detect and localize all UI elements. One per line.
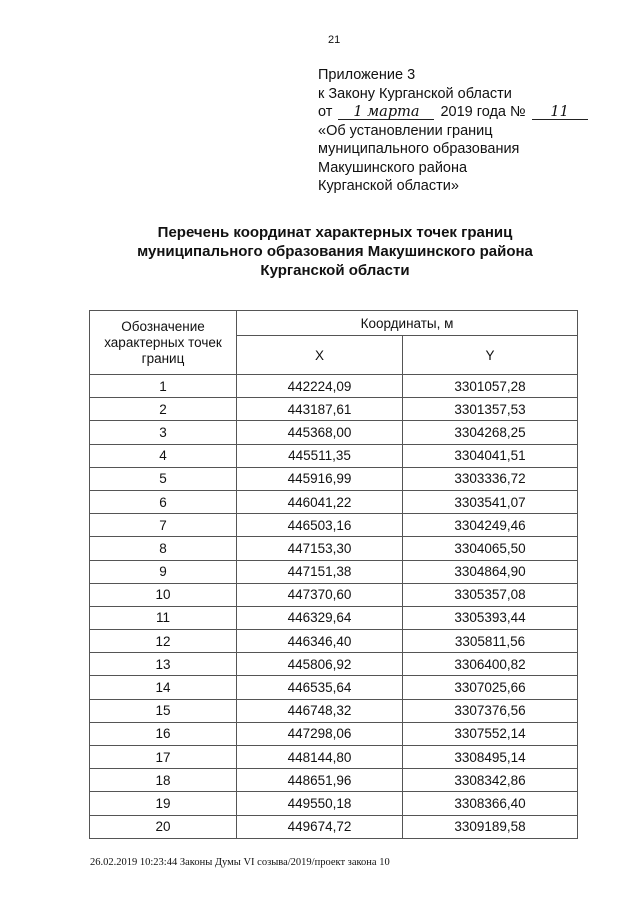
cell-y: 3308342,86	[403, 769, 578, 792]
table-row	[90, 653, 578, 676]
cell-point-id: 20	[90, 815, 237, 838]
cell-x: 445511,35	[237, 444, 403, 467]
cell-point-id: 9	[90, 560, 237, 583]
document-title	[60, 223, 610, 280]
cell-y: 3305811,56	[403, 630, 578, 653]
appendix-line-5: муниципального образования	[318, 141, 520, 157]
cell-x: 449550,18	[237, 792, 403, 815]
table-row	[90, 746, 578, 769]
cell-y: 3305357,08	[403, 583, 578, 606]
appendix-date-line	[318, 103, 618, 122]
table-body	[90, 375, 578, 839]
cell-y: 3304065,50	[403, 537, 578, 560]
cell-point-id: 13	[90, 653, 237, 676]
table-row	[90, 815, 578, 838]
table-row	[90, 606, 578, 629]
appendix-from-prefix: от	[318, 104, 333, 120]
cell-x: 445806,92	[237, 653, 403, 676]
cell-y: 3307025,66	[403, 676, 578, 699]
cell-x: 448651,96	[237, 769, 403, 792]
cell-point-id: 3	[90, 421, 237, 444]
cell-point-id: 8	[90, 537, 237, 560]
cell-point-id: 15	[90, 699, 237, 722]
table-row	[90, 421, 578, 444]
cell-x: 446041,22	[237, 490, 403, 513]
cell-x: 446329,64	[237, 606, 403, 629]
title-line-2: муниципального образования Макушинского района	[137, 243, 533, 260]
cell-x: 443187,61	[237, 398, 403, 421]
appendix-year-text: 2019 года №	[440, 104, 526, 120]
cell-y: 3301057,28	[403, 375, 578, 398]
table-row	[90, 699, 578, 722]
cell-point-id: 6	[90, 490, 237, 513]
cell-y: 3305393,44	[403, 606, 578, 629]
handwritten-law-number: 11	[532, 106, 588, 120]
table-row	[90, 398, 578, 421]
cell-y: 3303541,07	[403, 490, 578, 513]
appendix-line-6: Макушинского района	[318, 159, 468, 176]
cell-point-id: 14	[90, 676, 237, 699]
appendix-block	[318, 66, 618, 196]
footer-file-path: 26.02.2019 10:23:44 Законы Думы VI созыва/2019/проект закона 10	[90, 857, 390, 868]
table-row	[90, 769, 578, 792]
coordinates-table	[89, 310, 578, 839]
cell-x: 446535,64	[237, 676, 403, 699]
table-row	[90, 514, 578, 537]
cell-x: 445368,00	[237, 421, 403, 444]
cell-point-id: 12	[90, 630, 237, 653]
cell-x: 448144,80	[237, 746, 403, 769]
cell-y: 3309189,58	[403, 815, 578, 838]
cell-x: 447370,60	[237, 583, 403, 606]
cell-y: 3304249,46	[403, 514, 578, 537]
cell-point-id: 4	[90, 444, 237, 467]
cell-y: 3308495,14	[403, 746, 578, 769]
cell-x: 447153,30	[237, 537, 403, 560]
cell-point-id: 17	[90, 746, 237, 769]
cell-point-id: 19	[90, 792, 237, 815]
header-y: Y	[403, 336, 578, 375]
cell-y: 3306400,82	[403, 653, 578, 676]
cell-x: 446748,32	[237, 699, 403, 722]
handwritten-date: 1 марта	[338, 106, 434, 120]
cell-point-id: 11	[90, 606, 237, 629]
table-row	[90, 676, 578, 699]
cell-x: 449674,72	[237, 815, 403, 838]
table-row	[90, 490, 578, 513]
table-row	[90, 722, 578, 745]
appendix-line-7: Курганской области»	[318, 178, 459, 194]
cell-y: 3307376,56	[403, 699, 578, 722]
cell-y: 3307552,14	[403, 722, 578, 745]
cell-x: 447151,38	[237, 560, 403, 583]
table-row	[90, 630, 578, 653]
header-point-id: Обозначение характерных точек границ	[90, 311, 237, 375]
cell-point-id: 7	[90, 514, 237, 537]
table-row	[90, 537, 578, 560]
table-row	[90, 583, 578, 606]
cell-y: 3304041,51	[403, 444, 578, 467]
table-row	[90, 467, 578, 490]
table-row	[90, 792, 578, 815]
cell-y: 3304864,90	[403, 560, 578, 583]
title-line-3: Курганской области	[260, 262, 410, 279]
title-line-1: Перечень координат характерных точек границ	[157, 224, 513, 241]
cell-x: 446503,16	[237, 514, 403, 537]
cell-point-id: 1	[90, 375, 237, 398]
table-row	[90, 375, 578, 398]
cell-x: 445916,99	[237, 467, 403, 490]
cell-x: 442224,09	[237, 375, 403, 398]
cell-point-id: 16	[90, 722, 237, 745]
cell-point-id: 10	[90, 583, 237, 606]
appendix-line-4: «Об установлении границ	[318, 122, 493, 139]
appendix-line-2: к Закону Курганской области	[318, 85, 512, 102]
header-x: X	[237, 336, 403, 375]
cell-point-id: 5	[90, 467, 237, 490]
cell-y: 3304268,25	[403, 421, 578, 444]
cell-x: 447298,06	[237, 722, 403, 745]
table-row	[90, 444, 578, 467]
cell-point-id: 18	[90, 769, 237, 792]
cell-y: 3303336,72	[403, 467, 578, 490]
appendix-line-1: Приложение 3	[318, 67, 416, 83]
cell-y: 3308366,40	[403, 792, 578, 815]
cell-point-id: 2	[90, 398, 237, 421]
cell-x: 446346,40	[237, 630, 403, 653]
page-number: 21	[328, 34, 341, 46]
table-row	[90, 560, 578, 583]
cell-y: 3301357,53	[403, 398, 578, 421]
header-coordinates: Координаты, м	[237, 311, 578, 336]
